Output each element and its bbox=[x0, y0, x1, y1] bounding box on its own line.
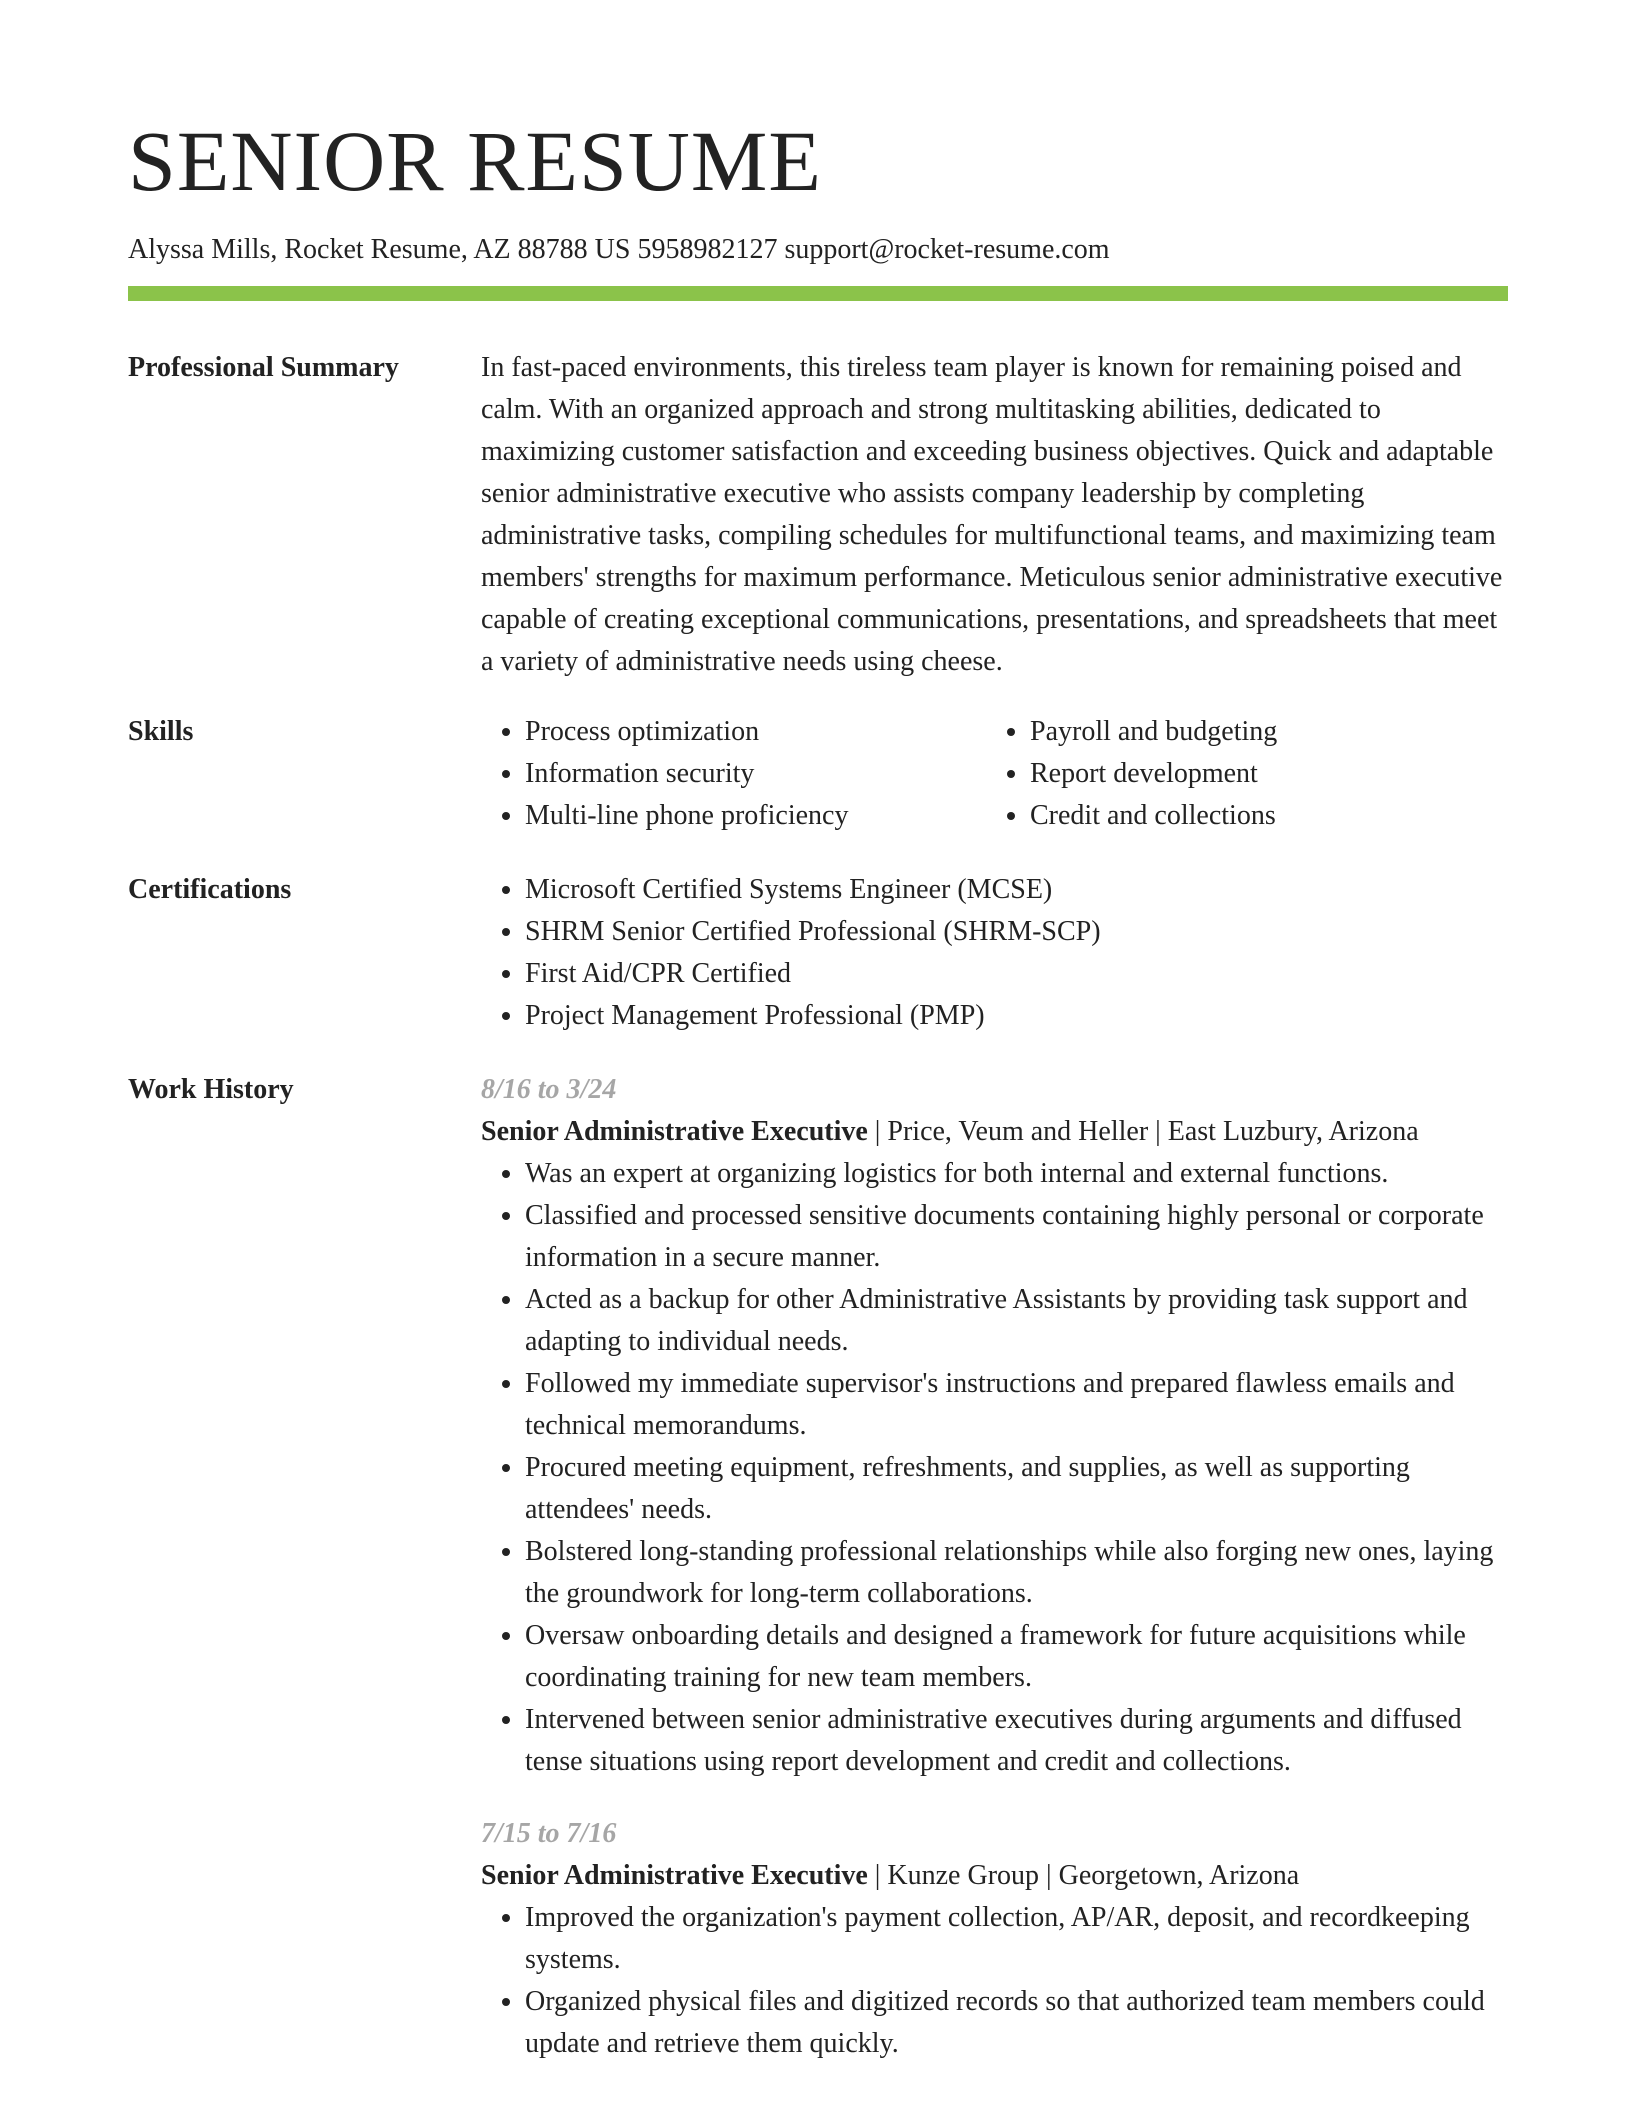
list-item: • Project Management Professional (PMP) bbox=[525, 995, 1508, 1037]
job-dates: 8/16 to 3/24 bbox=[481, 1074, 617, 1105]
list-item: • Acted as a backup for other Administrative Assistants by providing task support and adapting to individual needs. bbox=[525, 1279, 1508, 1363]
list-item: • First Aid/CPR Certified bbox=[525, 953, 1508, 995]
list-item: • Bolstered long-standing professional relationships while also forging new ones, laying the groundwork for long-term collaborations. bbox=[525, 1531, 1508, 1615]
list-item: • Information security bbox=[525, 753, 986, 795]
certifications-heading: Certifications bbox=[128, 874, 292, 905]
header-divider bbox=[128, 286, 1508, 301]
job-heading bbox=[481, 1111, 1508, 1153]
job-entry bbox=[481, 1813, 1508, 2065]
list-item: • Process optimization bbox=[525, 711, 986, 753]
list-item: • Credit and collections bbox=[1030, 795, 1491, 837]
list-item: • Followed my immediate supervisor's instructions and prepared flawless emails and technical memorandums. bbox=[525, 1363, 1508, 1447]
summary-text: In fast-paced environments, this tireless team player is known for remaining poised and calm. With an organized approach and strong multitasking abilities, dedicated to maximizing customer satisfaction and exceeding business objectives. Quick and adaptable senior administrative executive who assists company leadership by completing administrative tasks, compiling schedules for multifunctional teams, and maximizing team members' strengths for maximum performance. Meticulous senior administrative executive capable of creating exceptional communications, presentations, and spreadsheets that meet a variety of administrative needs using cheese. bbox=[481, 352, 1503, 677]
list-item: • Improved the organization's payment collection, AP/AR, deposit, and recordkeeping systems. bbox=[525, 1897, 1508, 1981]
job-heading bbox=[481, 1855, 1508, 1897]
skills-column-left bbox=[481, 711, 986, 837]
job-employer-location: | Kunze Group | Georgetown, Arizona bbox=[867, 1860, 1300, 1891]
skills-column-right bbox=[986, 711, 1491, 837]
list-item: • Procured meeting equipment, refreshments, and supplies, as well as supporting attendees' needs. bbox=[525, 1447, 1508, 1531]
summary-heading: Professional Summary bbox=[128, 352, 399, 383]
list-item: • Oversaw onboarding details and designed a framework for future acquisitions while coordinating training for new team members. bbox=[525, 1615, 1508, 1699]
skills-body bbox=[481, 711, 1508, 837]
job-employer-location: | Price, Veum and Heller | East Luzbury, Arizona bbox=[867, 1116, 1419, 1147]
skills-heading: Skills bbox=[128, 716, 194, 747]
list-item: • SHRM Senior Certified Professional (SHRM-SCP) bbox=[525, 911, 1508, 953]
job-title: Senior Administrative Executive bbox=[481, 1860, 868, 1891]
job-entry bbox=[481, 1069, 1508, 1783]
list-item: • Report development bbox=[1030, 753, 1491, 795]
job-dates: 7/15 to 7/16 bbox=[481, 1818, 617, 1849]
list-item: • Payroll and budgeting bbox=[1030, 711, 1491, 753]
summary-body bbox=[481, 347, 1508, 683]
list-item: • Was an expert at organizing logistics for both internal and external functions. bbox=[525, 1153, 1508, 1195]
job-bullets bbox=[481, 1897, 1508, 2065]
list-item: • Classified and processed sensitive documents containing highly personal or corporate information in a secure manner. bbox=[525, 1195, 1508, 1279]
job-bullets bbox=[481, 1153, 1508, 1783]
list-item: • Microsoft Certified Systems Engineer (MCSE) bbox=[525, 869, 1508, 911]
list-item: • Intervened between senior administrative executives during arguments and diffused tense situations using report development and credit and collections. bbox=[525, 1699, 1508, 1783]
list-item: • Organized physical files and digitized records so that authorized team members could update and retrieve them quickly. bbox=[525, 1981, 1508, 2065]
list-item: • Multi-line phone proficiency bbox=[525, 795, 986, 837]
work-history-body bbox=[481, 1069, 1508, 2065]
job-title: Senior Administrative Executive bbox=[481, 1116, 868, 1147]
work-history-heading: Work History bbox=[128, 1074, 294, 1105]
certifications-body bbox=[481, 869, 1508, 1037]
contact-line: Alyssa Mills, Rocket Resume, AZ 88788 US 5958982127 support@rocket-resume.com bbox=[128, 234, 1110, 265]
page-title: SENIOR RESUME bbox=[128, 113, 822, 209]
